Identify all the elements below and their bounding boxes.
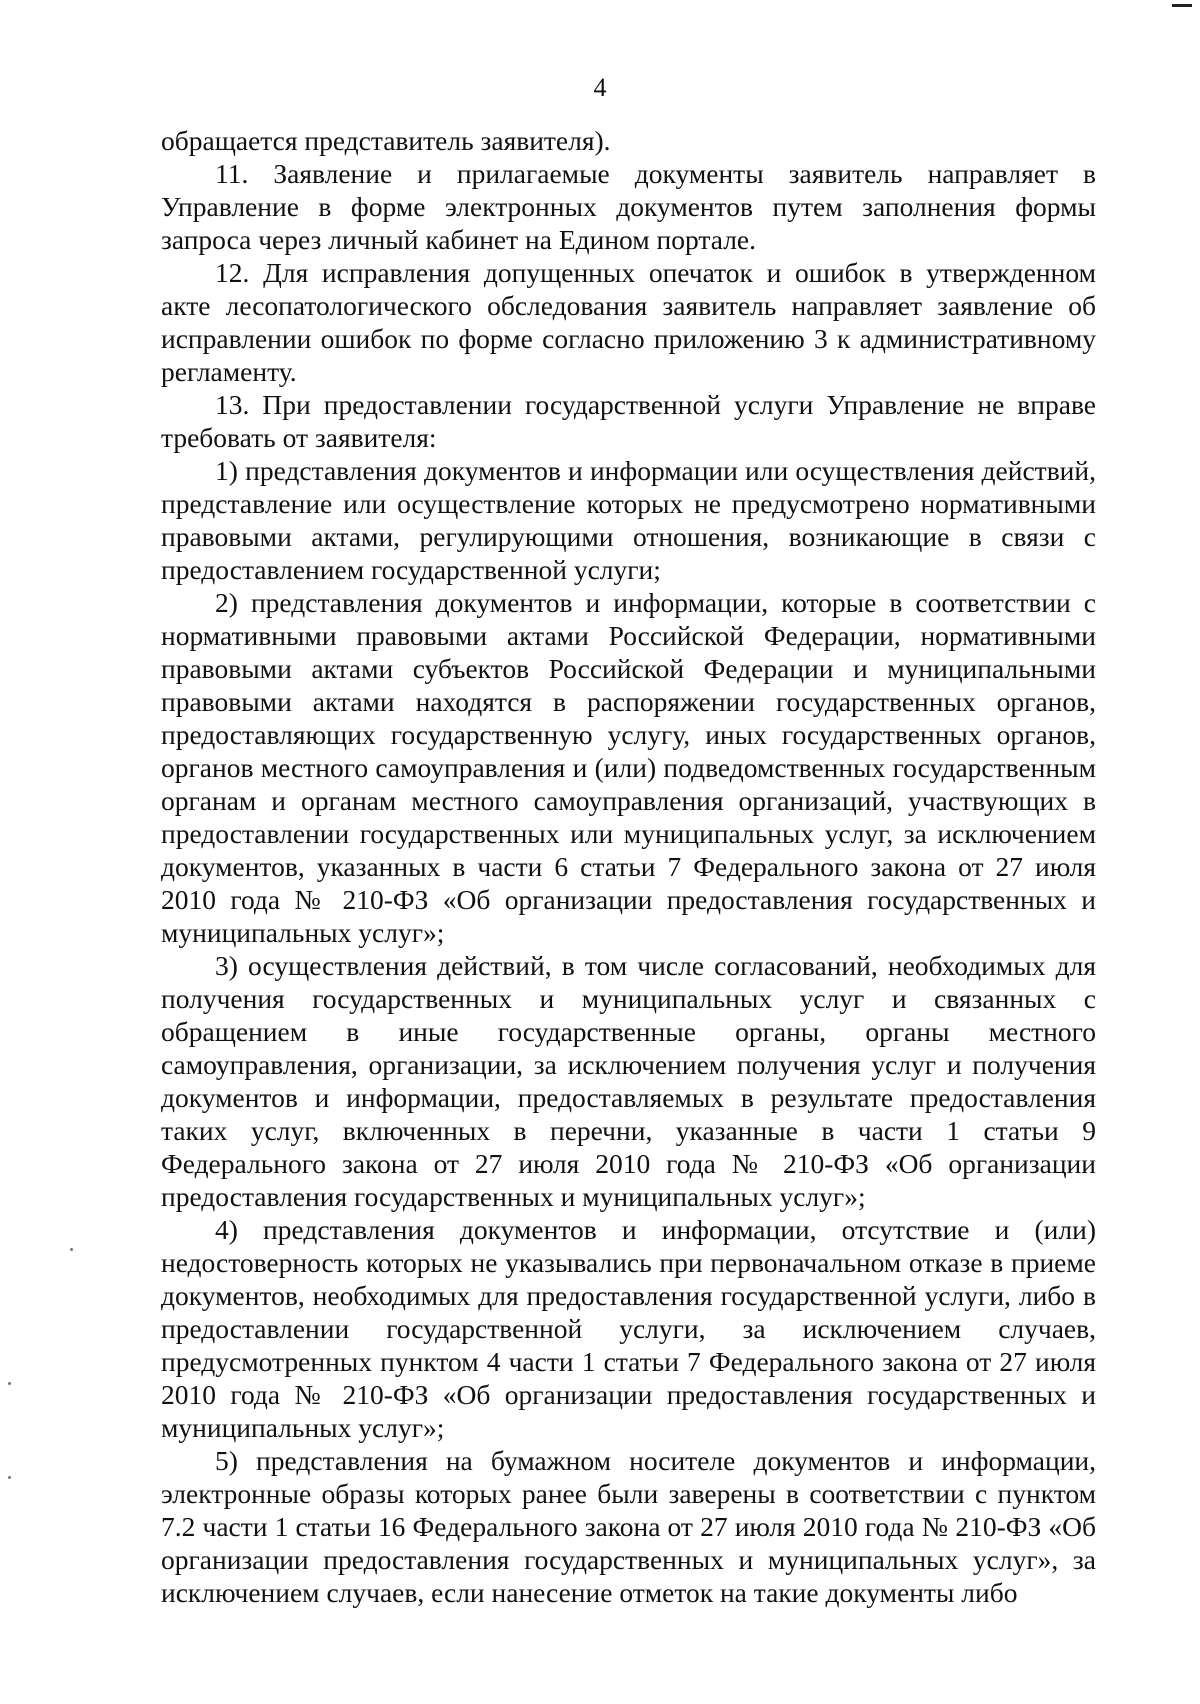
paragraph-item-12: 12. Для исправления допущенных опечаток и ошибок в утвержденном акте лесопатологического обследования заявитель направляет заявление об исправлении ошибок по форме согласно приложению 3 к административному регламенту. [161,257,1096,387]
paragraph-item-11: 11. Заявление и прилагаемые документы заявитель направляет в Управление в форме электронных документов путем заполнения формы запроса через личный кабинет на Едином портале. [161,158,1096,255]
scan-speck [8,1476,11,1479]
document-body [161,124,1096,1609]
paragraph-subitem-4: 4) представления документов и информации, отсутствие и (или) недостоверность которых не указывались при первоначальном отказе в приеме документов, необходимых для предоставления государственной услуги, либо в предоставлении государственной услуги, за исключением случаев, предусмотренных пунктом 4 части 1 статьи 7 Федерального закона от 27 июля 2010 года № 210-ФЗ «Об организации предоставления государственных и муниципальных услуг»; [161,1214,1096,1443]
paragraph-subitem-3: 3) осуществления действий, в том числе согласований, необходимых для получения государственных и муниципальных услуг и связанных с обращением в иные государственные органы, органы местного самоуправления, организации, за исключением получения услуг и получения документов и информации, предоставляемых в результате предоставления таких услуг, включенных в перечни, указанные в части 1 статьи 9 Федерального закона от 27 июля 2010 года № 210-ФЗ «Об организации предоставления государственных и муниципальных услуг»; [161,950,1096,1212]
page-number: 4 [593,73,607,102]
scan-speck [8,1382,11,1385]
scan-speck [70,1248,73,1251]
paragraph-continuation: обращается представитель заявителя). [161,125,611,156]
paragraph-subitem-5: 5) представления на бумажном носителе документов и информации, электронные образы которых ранее были заверены в соответствии с пунктом 7.2 части 1 статьи 16 Федерального закона от 27 июля 2010 года № 210-ФЗ «Об организации предоставления государственных и муниципальных услуг», за исключением случаев, если нанесение отметок на такие документы либо [161,1445,1096,1608]
paragraph-subitem-1: 1) представления документов и информации или осуществления действий, представление или осуществление которых не предусмотрено нормативными правовыми актами, регулирующими отношения, возникающие в связи с предоставлением государственной услуги; [161,455,1096,585]
paragraph-subitem-2: 2) представления документов и информации, которые в соответствии с нормативными правовыми актами Российской Федерации, нормативными правовыми актами субъектов Российской Федерации и муниципальными правовыми актами находятся в распоряжении государственных органов, предоставляющих государственную услугу, иных государственных органов, органов местного самоуправления и (или) подведомственных государственным органам и органам местного самоуправления организаций, участвующих в предоставлении государственных или муниципальных услуг, за исключением документов, указанных в части 6 статьи 7 Федерального закона от 27 июля 2010 года № 210-ФЗ «Об организации предоставления государственных и муниципальных услуг»; [161,587,1096,948]
paragraph-item-13: 13. При предоставлении государственной услуги Управление не вправе требовать от заявителя: [161,389,1096,453]
scan-edge-mark [1172,4,1192,7]
